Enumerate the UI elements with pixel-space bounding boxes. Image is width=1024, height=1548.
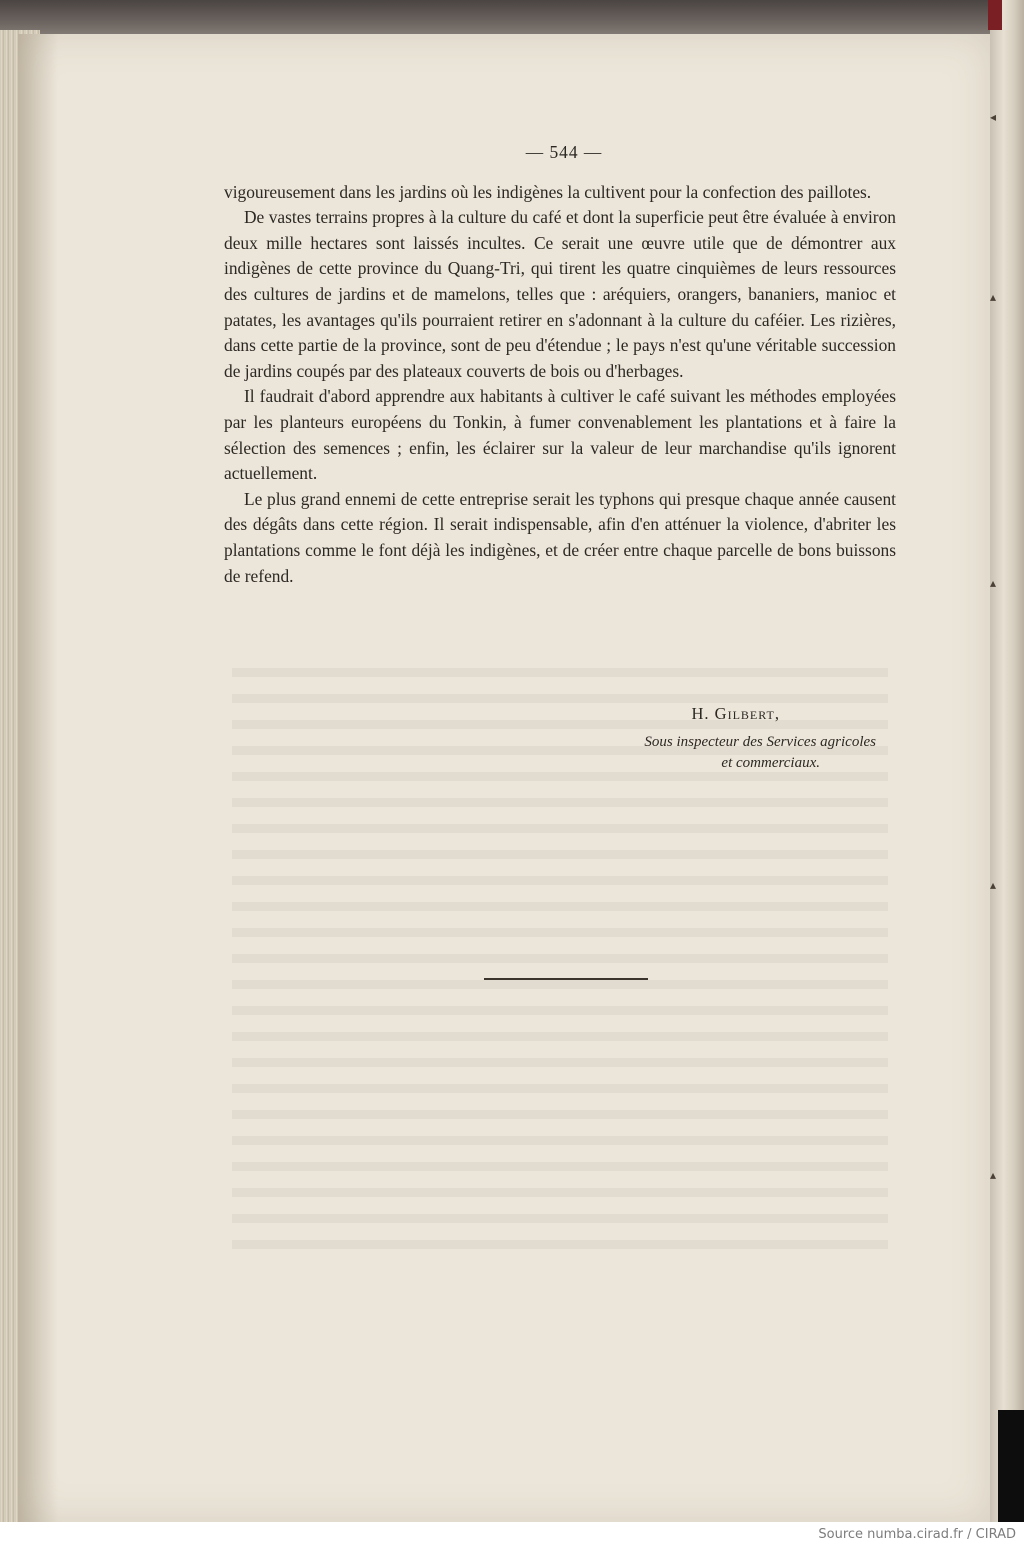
gutter-shadow	[18, 34, 58, 1522]
page-edge-tab-mark: ▴	[990, 576, 997, 590]
page-text	[224, 140, 896, 589]
bookmark-ribbon	[988, 0, 1002, 30]
paragraph: Le plus grand ennemi de cette entreprise serait les typhons qui presque chaque année causent des dégâts dans cette région. Il serait indispensable, afin d'en atténuer la violence, d'abriter les plantations comme le font déjà les indigènes, et de créer entre chaque parcelle de bons buissons de refend.	[224, 488, 896, 586]
source-credit: Source numba.cirad.fr / CIRAD	[818, 1527, 1016, 1542]
page-edge-tab-mark: ◂	[990, 110, 997, 124]
signature-block	[540, 704, 880, 774]
author-title-line: Sous inspecteur des Services agricoles	[644, 734, 876, 750]
paragraph: De vastes terrains propres à la culture du café et dont la superficie peut être évaluée à environ deux mille hectares sont laissés incultes. Ce serait une œuvre utile que de démontrer aux indigènes de cette province du Quang-Tri, qui tirent les quatre cinquièmes de leurs ressources des cultures de jardins et de mamelons, telles que : aréquiers, orangers, bananiers, manioc et patates, les avantages qu'ils pourraient retirer en s'adonnant à la culture du caféier. Les rizières, dans cette partie de la province, sont de peu d'étendue ; le pays n'est qu'une véritable succession de jardins coupés par des plateaux couverts de bois ou d'herbages.	[224, 207, 896, 381]
paragraph: Il faudrait d'abord apprendre aux habitants à cultiver le café suivant les méthodes employées par les planteurs européens du Tonkin, à fumer convenablement les plantations et à faire la sélection des semences ; enfin, les éclairer sur la valeur de leur marchandise qu'ils ignorent actuellement.	[224, 386, 896, 484]
author-title	[540, 732, 880, 774]
paragraph: vigoureusement dans les jardins où les indigènes la cultivent pour la confection des paillotes.	[224, 181, 872, 202]
page-edge-tab-mark: ▴	[990, 1168, 997, 1182]
page-number: — 544 —	[525, 142, 603, 162]
author-title-line: et commerciaux.	[721, 755, 820, 771]
book-cover-corner	[998, 1410, 1024, 1522]
page-stack-right	[990, 0, 1024, 1522]
page-edge-tab-mark: ▴	[990, 878, 997, 892]
author-name: H. Gilbert,	[691, 704, 780, 723]
page-edge-tab-mark: ▴	[990, 290, 997, 304]
end-rule	[484, 978, 648, 980]
